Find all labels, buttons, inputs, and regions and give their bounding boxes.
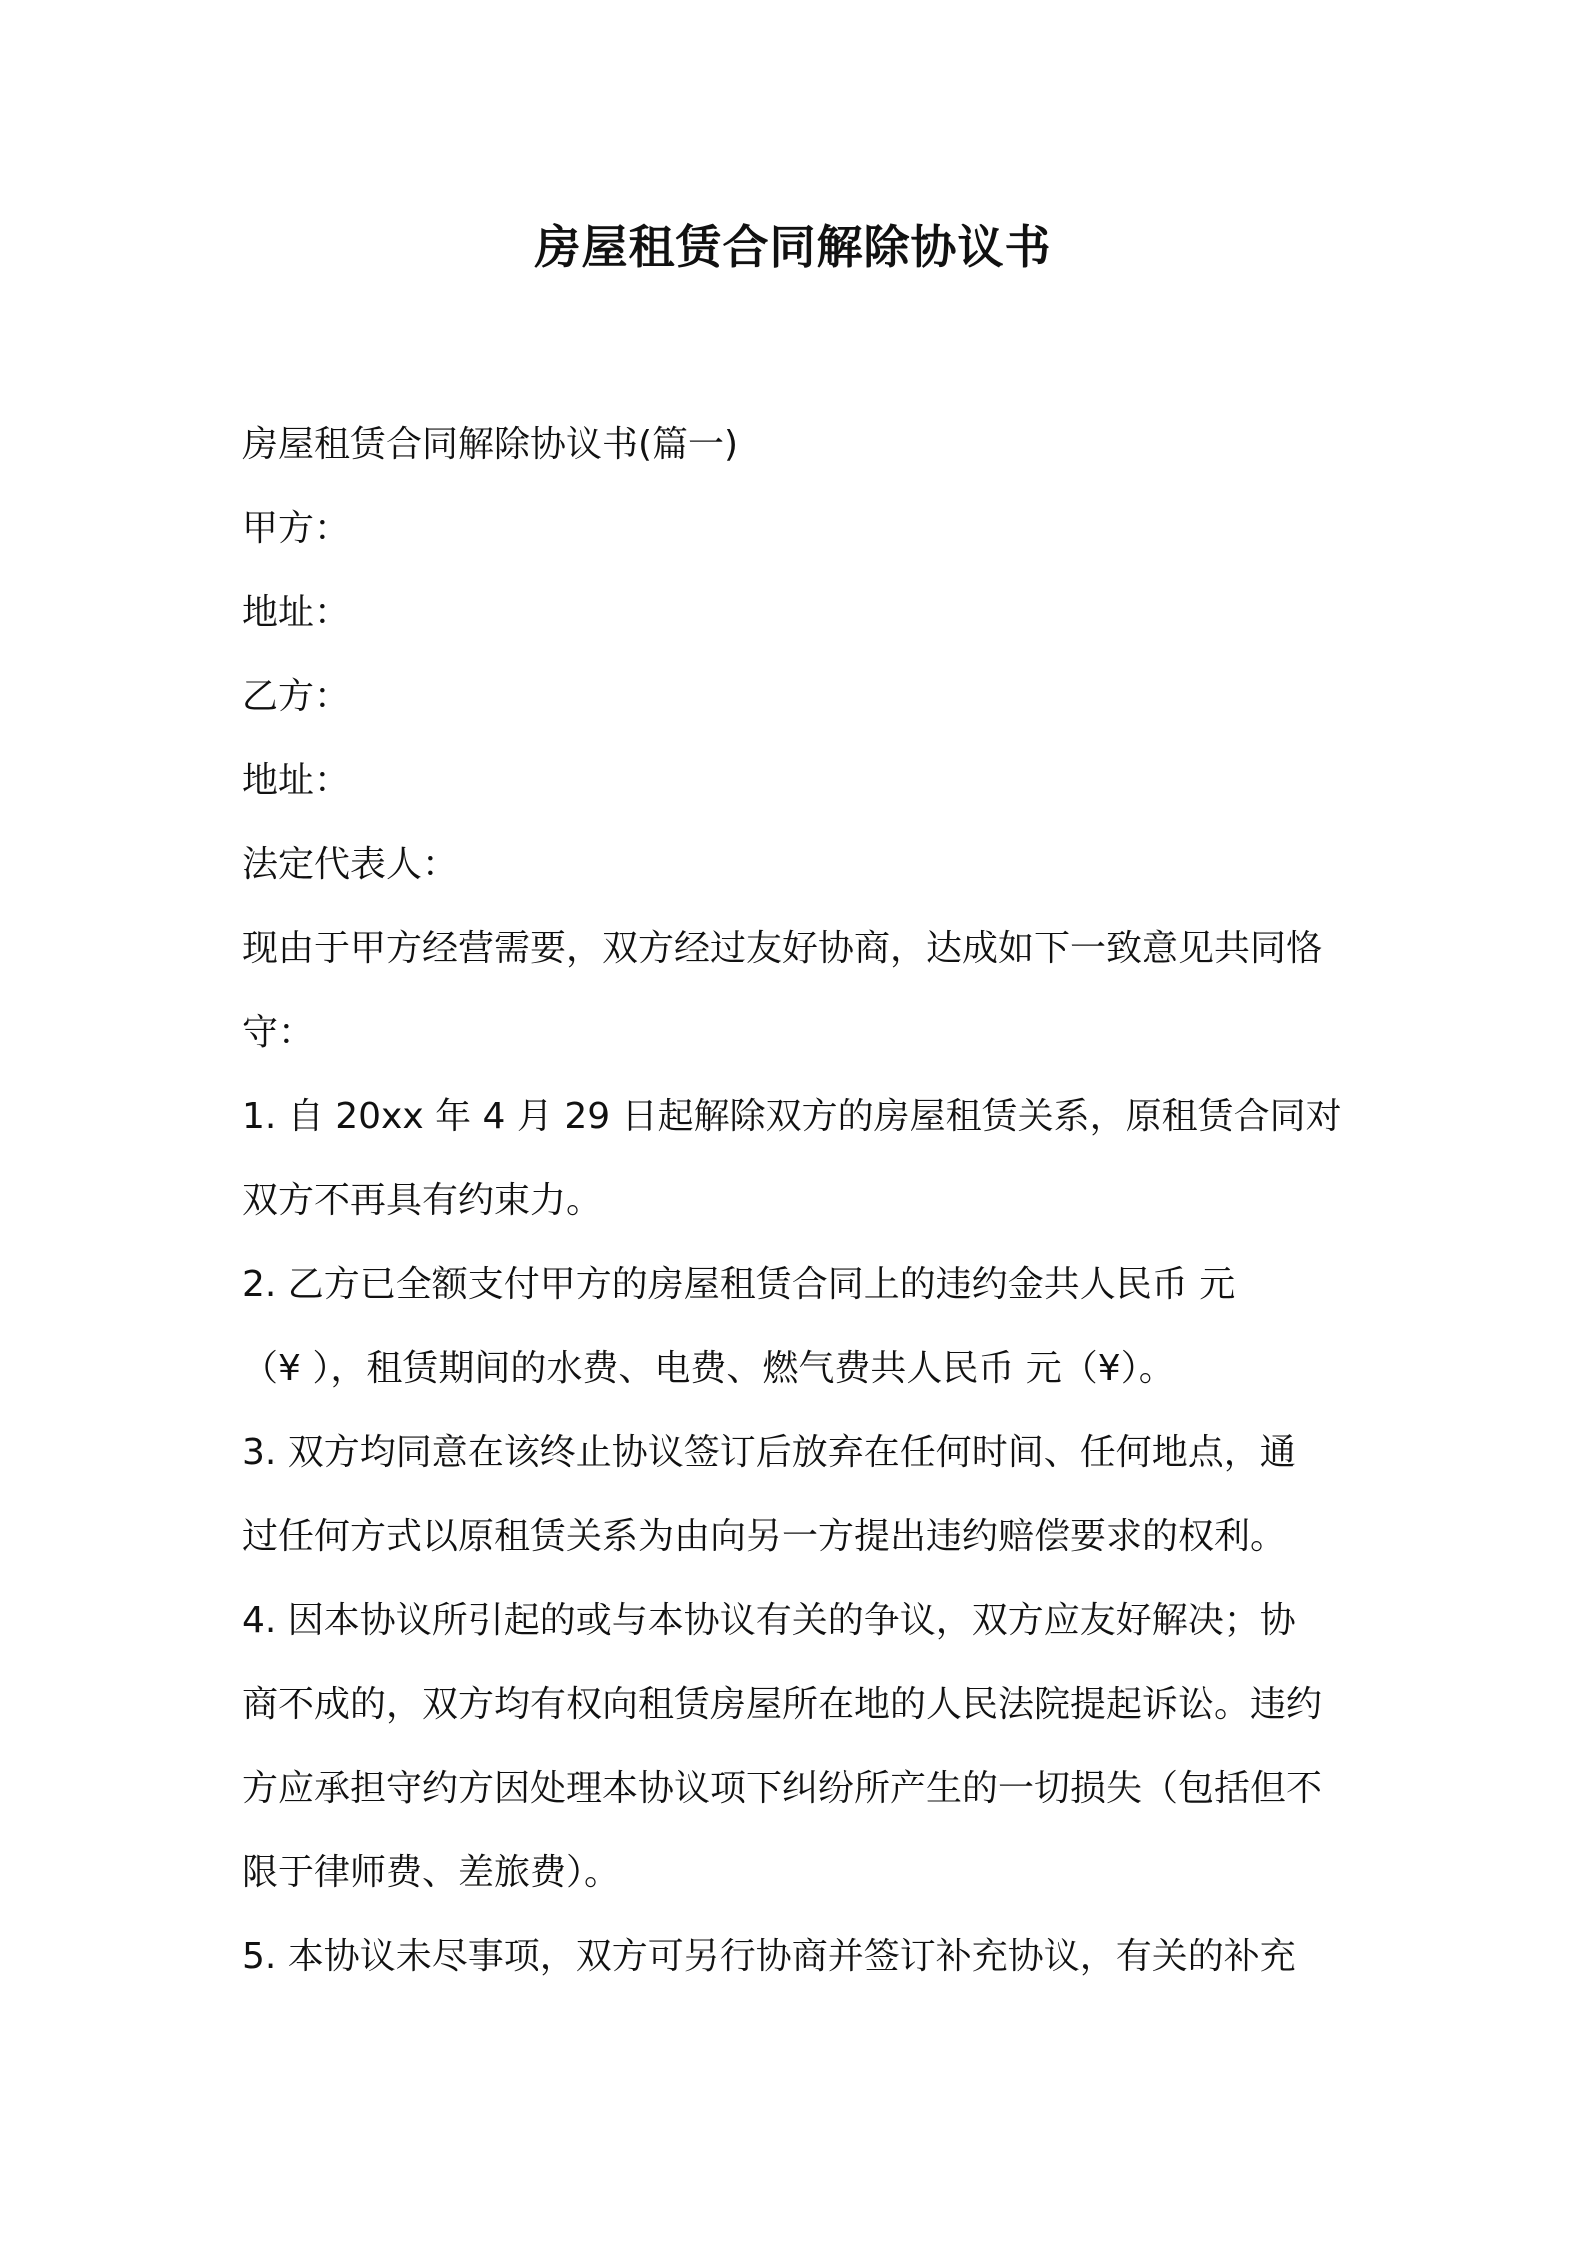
clause-4-line: 限于律师费、差旅费）。 (242, 1852, 621, 1893)
legal-representative-label: 法定代表人： (242, 844, 459, 885)
clause-2-line: （¥ ），租赁期间的水费、电费、燃气费共人民币 元（¥）。 (242, 1348, 1175, 1389)
section-heading: 房屋租赁合同解除协议书(篇一) (242, 424, 739, 465)
party-a-address-label: 地址： (242, 592, 351, 633)
clause-1-line: 双方不再具有约束力。 (242, 1180, 603, 1221)
document-title: 房屋租赁合同解除协议书 (534, 220, 1052, 274)
document-body (242, 403, 1362, 1999)
clause-4-line: 商不成的，双方均有权向租赁房屋所在地的人民法院提起诉讼。违约 (242, 1684, 1323, 1725)
clause-3-line: 3. 双方均同意在该终止协议签订后放弃在任何时间、任何地点，通 (242, 1432, 1296, 1473)
clause-4-line: 方应承担守约方因处理本协议项下纠纷所产生的一切损失（包括但不 (242, 1768, 1323, 1809)
clause-3-line: 过任何方式以原租赁关系为由向另一方提出违约赔偿要求的权利。 (242, 1516, 1287, 1557)
clause-2-line: 2. 乙方已全额支付甲方的房屋租赁合同上的违约金共人民币 元 (242, 1264, 1236, 1305)
clause-4-line: 4. 因本协议所引起的或与本协议有关的争议，双方应友好解决；协 (242, 1600, 1296, 1641)
party-b-address-label: 地址： (242, 760, 351, 801)
party-a-label: 甲方： (242, 508, 351, 549)
preamble-line: 现由于甲方经营需要，双方经过友好协商，达成如下一致意见共同恪 (242, 928, 1323, 969)
preamble-line: 守： (242, 1012, 315, 1053)
clause-1-line: 1. 自 20xx 年 4 月 29 日起解除双方的房屋租赁关系，原租赁合同对 (242, 1096, 1342, 1137)
clause-5-line: 5. 本协议未尽事项，双方可另行协商并签订补充协议，有关的补充 (242, 1936, 1296, 1977)
party-b-label: 乙方： (242, 676, 351, 717)
